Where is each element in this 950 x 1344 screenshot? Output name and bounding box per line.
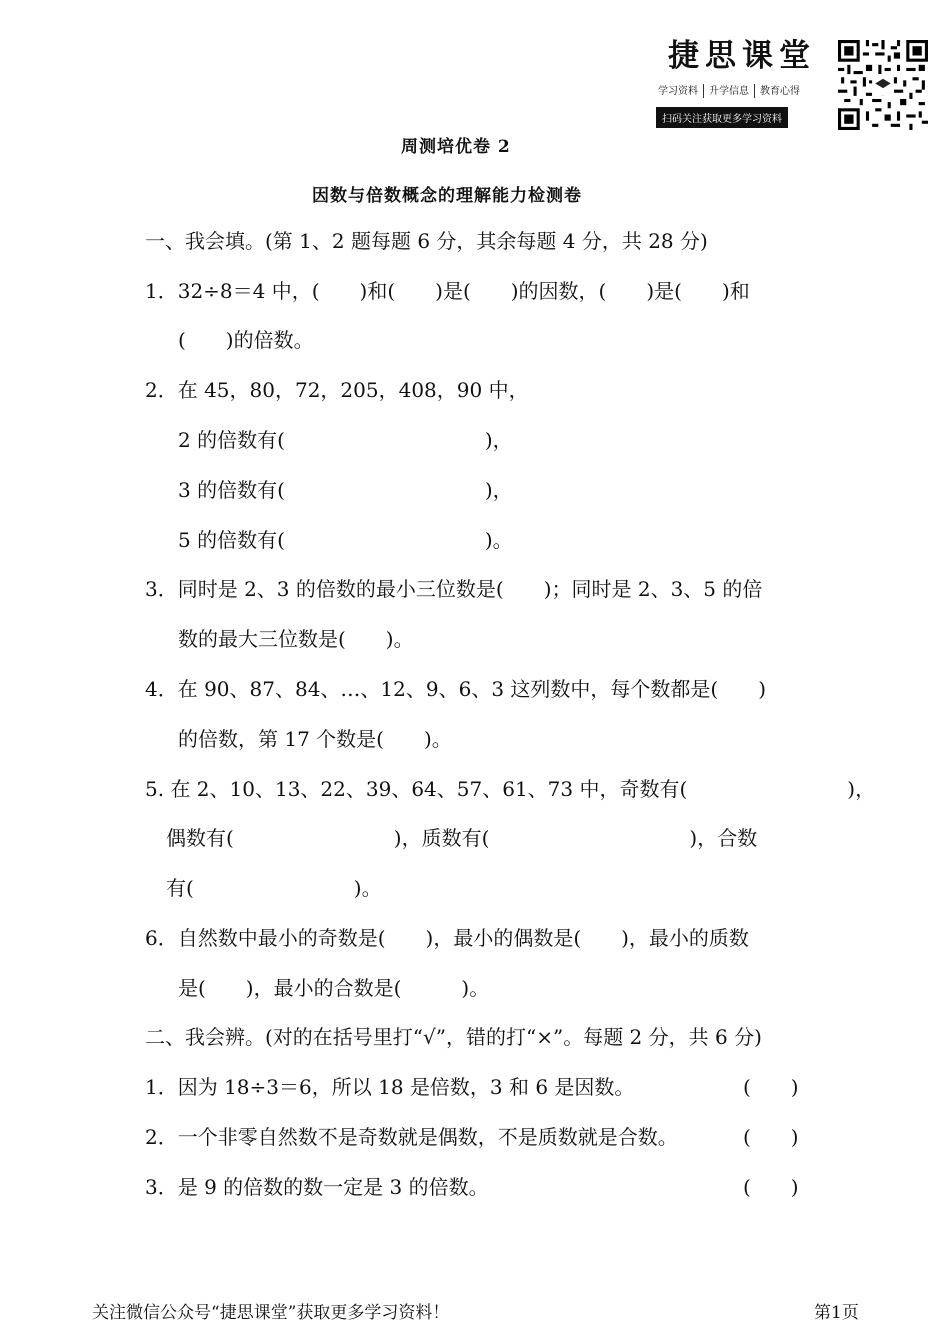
brand-link-education: 教育心得 <box>760 86 800 97</box>
brand-name: 捷思课堂 <box>668 38 816 74</box>
judge-answer-3[interactable]: ( ) <box>743 1175 799 1199</box>
brand-link-admission: 升学信息 <box>709 86 749 97</box>
q3-line1: 3．同时是 2、3 的倍数的最小三位数是( )；同时是 2、3、5 的倍 <box>145 577 763 601</box>
footer-note: 关注微信公众号“捷思课堂”获取更多学习资料！ <box>92 1303 450 1323</box>
section1-heading: 一、我会填。(第 1、2 题每题 6 分，其余每题 4 分，共 28 分) <box>145 229 708 253</box>
brand-bar: 扫码关注获取更多学习资料 <box>656 107 788 128</box>
q3-line2: 数的最大三位数是( )。 <box>178 627 414 651</box>
q1-line1: 1．32÷8＝4 中，( )和( )是( )的因数，( )是( )和 <box>145 279 750 303</box>
q4-line1: 4．在 90、87、84、…、12、9、6、3 这列数中，每个数都是( ) <box>145 677 767 701</box>
judge-item-1: 1．因为 18÷3＝6，所以 18 是倍数，3 和 6 是因数。 <box>145 1075 635 1099</box>
q2-line4: 5 的倍数有( )。 <box>178 528 513 552</box>
judge-item-3: 3．是 9 的倍数的数一定是 3 的倍数。 <box>145 1175 489 1199</box>
q1-line2: ( )的倍数。 <box>178 328 314 352</box>
judge-item-2: 2．一个非零自然数不是奇数就是偶数，不是质数就是合数。 <box>145 1125 678 1149</box>
q5-line2: 偶数有( )，质数有( )，合数 <box>166 826 758 850</box>
q6-line1: 6．自然数中最小的奇数是( )，最小的偶数是( )，最小的质数 <box>145 926 749 950</box>
qr-code-icon <box>838 40 928 130</box>
q4-line2: 的倍数，第 17 个数是( )。 <box>178 727 452 751</box>
q2-line3: 3 的倍数有( )， <box>178 478 513 502</box>
section2-heading: 二、我会辨。(对的在括号里打“√”，错的打“×”。每题 2 分，共 6 分) <box>145 1025 762 1049</box>
page-number: 第1页 <box>814 1303 859 1323</box>
judge-answer-2[interactable]: ( ) <box>743 1125 799 1149</box>
brand-links <box>658 82 800 98</box>
q2-line2: 2 的倍数有( )， <box>178 428 513 452</box>
page-subtitle: 因数与倍数概念的理解能力检测卷 <box>312 186 582 206</box>
q2-line1: 2．在 45，80，72，205，408，90 中， <box>145 378 529 402</box>
q5-line3: 有( )。 <box>166 876 382 900</box>
judge-answer-1[interactable]: ( ) <box>743 1075 799 1099</box>
q5-line1: 5. 在 2、10、13、22、39、64、57、61、73 中，奇数有( )， <box>145 777 876 801</box>
q6-line2: 是( )，最小的合数是( )。 <box>178 976 490 1000</box>
brand-link-study: 学习资料 <box>658 86 698 97</box>
page-title: 周测培优卷 2 <box>401 137 511 157</box>
